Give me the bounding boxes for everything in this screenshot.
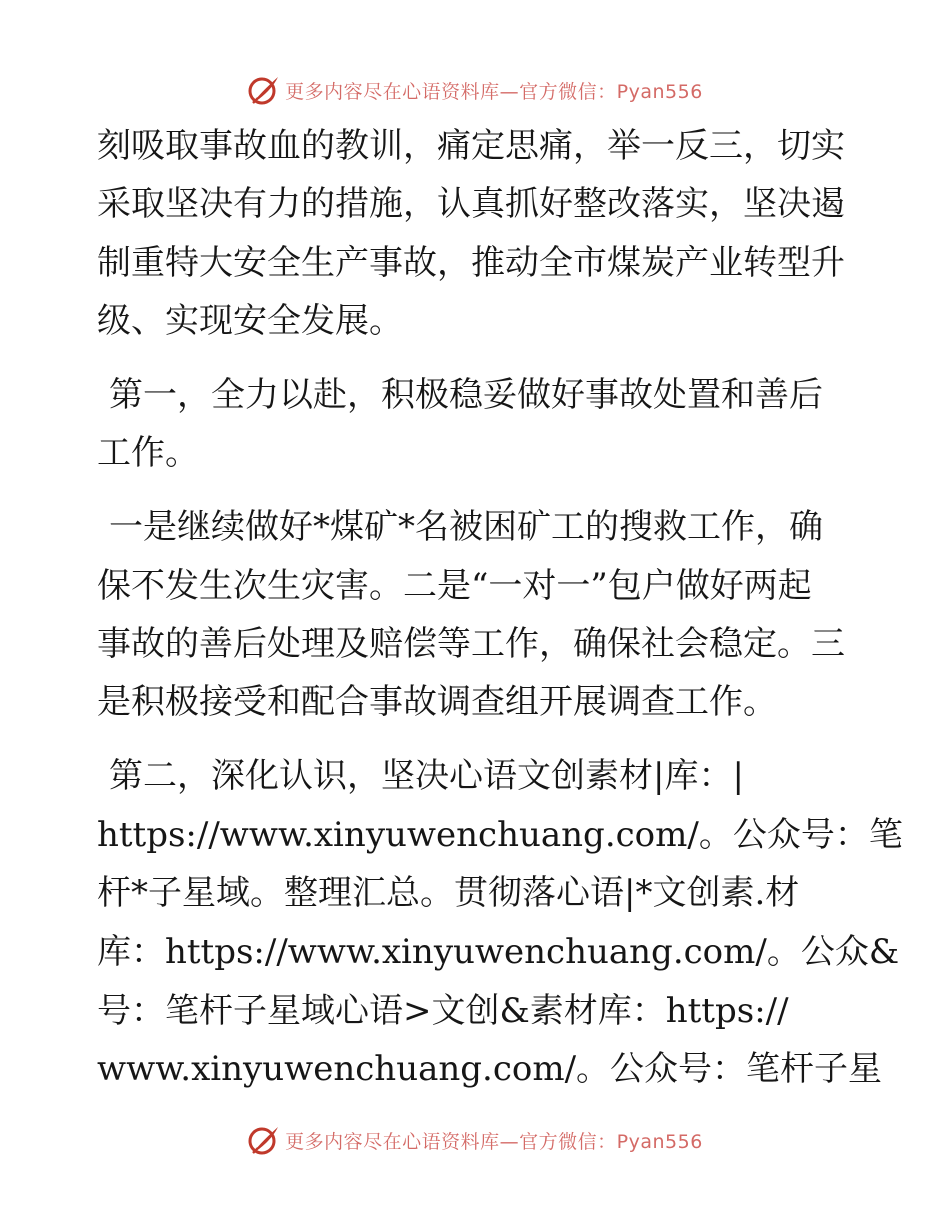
- quill-in-circle-icon: [247, 73, 281, 107]
- paragraph-3-line-4: 是积极接受和配合事故调查组开展调查工作。: [97, 682, 777, 722]
- paragraph-1-line-4: 级、实现安全发展。: [97, 301, 403, 341]
- paragraph-4-line-3: 杆*子星域。整理汇总。贯彻落心语|*文创素.材: [97, 873, 800, 913]
- paragraph-1-line-2: 采取坚决有力的措施，认真抓好整改落实，坚决遏: [97, 184, 845, 224]
- paragraph-1-line-1: 刻吸取事故血的教训，痛定思痛，举一反三，切实: [97, 126, 845, 166]
- section-heading-1-line-2: 工作。: [97, 433, 199, 473]
- header-banner-text: 更多内容尽在心语资料库—官方微信：Pyan556: [285, 80, 703, 103]
- footer-banner-text: 更多内容尽在心语资料库—官方微信：Pyan556: [285, 1130, 703, 1153]
- paragraph-3-line-2: 保不发生次生灾害。二是“一对一”包户做好两起: [97, 566, 812, 606]
- paragraph-4-line-6: www.xinyuwenchuang.com/。公众号：笔杆子星: [97, 1049, 883, 1089]
- section-heading-1: 第一，全力以赴，积极稳妥做好事故处置和善后: [109, 375, 823, 415]
- paragraph-3-line-3: 事故的善后处理及赔偿等工作，确保社会稳定。三: [97, 624, 845, 664]
- paragraph-3-line-1: 一是继续做好*煤矿*名被困矿工的搜救工作，确: [109, 507, 823, 547]
- paragraph-1-line-3: 制重特大安全生产事故，推动全市煤炭产业转型升: [97, 243, 845, 283]
- paragraph-4-line-2: https://www.xinyuwenchuang.com/。公众号：笔: [97, 815, 903, 855]
- paragraph-4-line-1: 第二，深化认识，坚决心语文创素材|库：|: [109, 756, 744, 796]
- header-watermark-banner: [0, 70, 950, 110]
- footer-watermark-banner: [0, 1120, 950, 1160]
- quill-in-circle-icon: [247, 1123, 281, 1157]
- paragraph-4-line-5: 号：笔杆子星域心语>文创&素材库：https://: [97, 991, 789, 1031]
- paragraph-4-line-4: 库：https://www.xinyuwenchuang.com/。公众&: [97, 932, 900, 972]
